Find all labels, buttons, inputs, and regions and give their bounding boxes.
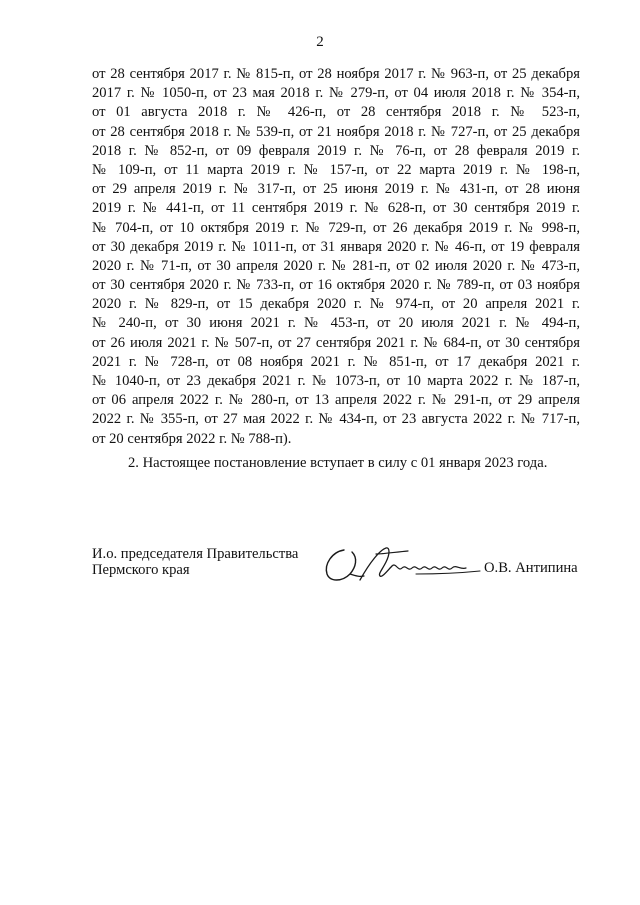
body-line: № 704-п, от 10 октября 2019 г. № 729-п, от 26 декабря 2019 г. № 998-п, <box>92 219 580 236</box>
body-line: от 20 сентября 2022 г. № 788-п). <box>92 430 292 447</box>
body-line: от 26 июля 2021 г. № 507-п, от 27 сентября 2021 г. № 684-п, от 30 сентября <box>92 334 580 351</box>
body-line: от 28 сентября 2017 г. № 815-п, от 28 ноября 2017 г. № 963-п, от 25 декабря <box>92 66 580 82</box>
body-line: от 30 декабря 2019 г. № 1011-п, от 31 января 2020 г. № 46-п, от 19 февраля <box>92 238 580 255</box>
body-line: от 01 августа 2018 г. № 426-п, от 28 сентября 2018 г. № 523-п, <box>92 104 580 121</box>
signer-name: О.В. Антипина <box>484 560 578 576</box>
signature-stroke <box>416 571 480 574</box>
signature-stroke <box>392 565 466 569</box>
clause-2: 2. Настоящее постановление вступает в силу с 01 января 2023 года. <box>128 455 548 471</box>
signature-block <box>92 546 592 606</box>
signer-title <box>92 546 298 578</box>
signature-stroke <box>326 550 355 580</box>
body-line: 2022 г. № 355-п, от 27 мая 2022 г. № 434-п, от 23 августа 2022 г. № 717-п, <box>92 411 580 428</box>
body-line: № 109-п, от 11 марта 2019 г. № 157-п, от 22 марта 2019 г. № 198-п, <box>92 161 580 178</box>
signer-title-line: Пермского края <box>92 562 190 578</box>
handwritten-signature <box>320 540 490 590</box>
body-line: 2020 г. № 71-п, от 30 апреля 2020 г. № 281-п, от 02 июля 2020 г. № 473-п, <box>92 257 580 274</box>
body-line: 2020 г. № 829-п, от 15 декабря 2020 г. № 974-п, от 20 апреля 2021 г. <box>92 296 580 313</box>
body-line: 2019 г. № 441-п, от 11 сентября 2019 г. № 628-п, от 30 сентября 2019 г. <box>92 200 580 217</box>
page-number: 2 <box>316 34 324 50</box>
body-line: 2018 г. № 852-п, от 09 февраля 2019 г. № 76-п, от 28 февраля 2019 г. <box>92 142 580 159</box>
signer-title-line: И.о. председателя Правительства <box>92 546 299 562</box>
body-line: № 1040-п, от 23 декабря 2021 г. № 1073-п, от 10 марта 2022 г. № 187-п, <box>92 373 580 389</box>
body-line: от 28 сентября 2018 г. № 539-п, от 21 ноября 2018 г. № 727-п, от 25 декабря <box>92 123 580 140</box>
body-line: № 240-п, от 30 июня 2021 г. № 453-п, от 20 июля 2021 г. № 494-п, <box>92 315 580 332</box>
body-text <box>92 65 580 449</box>
body-line: от 06 апреля 2022 г. № 280-п, от 13 апреля 2022 г. № 291-п, от 29 апреля <box>92 392 580 409</box>
body-line: 2021 г. № 728-п, от 08 ноября 2021 г. № 851-п, от 17 декабря 2021 г. <box>92 353 580 370</box>
body-line: 2017 г. № 1050-п, от 23 мая 2018 г. № 279-п, от 04 июля 2018 г. № 354-п, <box>92 85 580 102</box>
body-line: от 30 сентября 2020 г. № 733-п, от 16 октября 2020 г. № 789-п, от 03 ноября <box>92 277 580 294</box>
body-line: от 29 апреля 2019 г. № 317-п, от 25 июня 2019 г. № 431-п, от 28 июня <box>92 181 580 198</box>
